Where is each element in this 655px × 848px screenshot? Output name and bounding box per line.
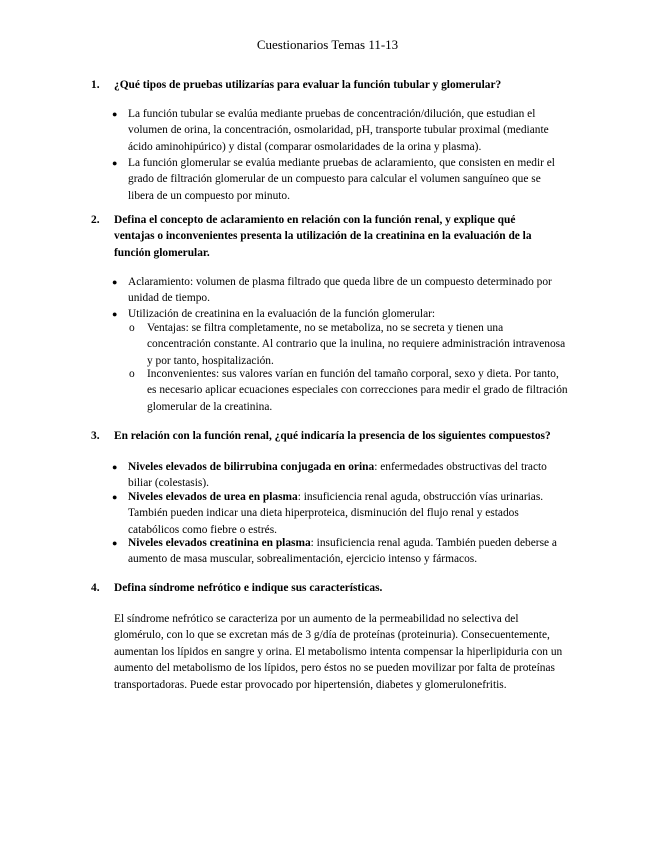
list-item-bold-text: Niveles elevados creatinina en plasma [128,537,311,549]
sub-list-item-text: Ventajas: se filtra completamente, no se metaboliza, no se secreta y tienen una concentración constante. Al contrario que la inulina, no requiere administración intravenosa y por tanto, hospitalización. [147,322,566,367]
sub-list-item-text: Inconvenientes: sus valores varían en función del tamaño corporal, sexo y dieta. Por tanto, es necesario aplicar ecuaciones especiales con correcciones para medir el grado de filtración glomerular de la creatinina. [147,368,568,413]
question-text: ¿Qué tipos de pruebas utilizarías para evaluar la función tubular y glomerular? [114,79,502,91]
list-item-text: La función tubular se evalúa mediante pruebas de concentración/dilución, que estudian el volumen de orina, la concentración, osmolaridad, pH, transporte tubular proximal (mediante ácido aminohipúrico) y distal (comparar osmolaridades de la orina y plasma). [128,108,549,153]
answer-paragraph: El síndrome nefrótico se caracteriza por un aumento de la permeabilidad no selectiva del glomérulo, con lo que se excretan más de 3 g/día de proteínas (proteinuria). Consecuentemente, aumentan los lípidos en sangre y orina. El metabolismo intenta compensar la hiperlipiduria con un aumento del metabolismo de los lípidos, pero éstos no se pueden movilizar por falta de proteínas transportadoras. Puede estar provocado por hipertensión, diabetes y glomerulonefritis. [114,613,563,691]
question-text: Defina el concepto de aclaramiento en relación con la función renal, y explique qué ventajas o inconvenientes presenta la utilización de la creatinina en la evaluación de la función glomerular. [114,214,532,259]
question-text: Defina síndrome nefrótico e indique sus características. [114,582,383,594]
list-item-text: La función glomerular se evalúa mediante pruebas de aclaramiento, que consisten en medir el grado de filtración glomerular de un compuesto para calcular el volumen sanguíneo que se libera de un compuesto por minuto. [128,157,555,202]
bullet-icon: ● [112,538,118,548]
list-item [112,535,568,568]
sub-list-item [129,320,569,369]
list-item [112,106,568,155]
bullet-icon: ● [112,109,118,119]
bullet-icon: ● [112,277,118,287]
sub-list-item [129,366,569,415]
list-item [112,489,568,538]
list-item-bold-text: Niveles elevados de bilirrubina conjugada en orina [128,461,375,473]
list-item-text: : insuficiencia renal aguda. También pueden deberse a aumento de masa muscular, sobrealimentación, ejercicio intenso y fármacos. [128,537,557,566]
bullet-icon: ● [112,462,118,472]
bullet-icon: ● [112,158,118,168]
list-item-text: Aclaramiento: volumen de plasma filtrado que queda libre de un compuesto determinado por unidad de tiempo. [128,276,552,305]
circle-bullet-icon: o [129,368,135,380]
list-item-bold-text: Niveles elevados de urea en plasma [128,491,298,503]
question-number: 3. [91,430,100,442]
list-item [112,459,568,492]
list-item-text: : enfermedades obstructivas del tracto biliar (colestasis). [128,461,547,490]
question-number: 2. [91,214,100,226]
circle-bullet-icon: o [129,322,135,334]
bullet-icon: ● [112,492,118,502]
question-number: 4. [91,582,100,594]
list-item [112,274,568,307]
question-text: En relación con la función renal, ¿qué indicaría la presencia de los siguientes compuestos? [114,430,551,442]
question-number: 1. [91,79,100,91]
list-item [112,155,568,204]
bullet-icon: ● [112,309,118,319]
page-title: Cuestionarios Temas 11-13 [256,37,399,52]
list-item-text: : insuficiencia renal aguda, obstrucción vías urinarias. También pueden indicar una dieta hiperproteica, disminución del flujo renal y estados catabólicos como fiebre o estrés. [128,491,544,536]
list-item-text: Utilización de creatinina en la evaluación de la función glomerular: [128,308,436,320]
